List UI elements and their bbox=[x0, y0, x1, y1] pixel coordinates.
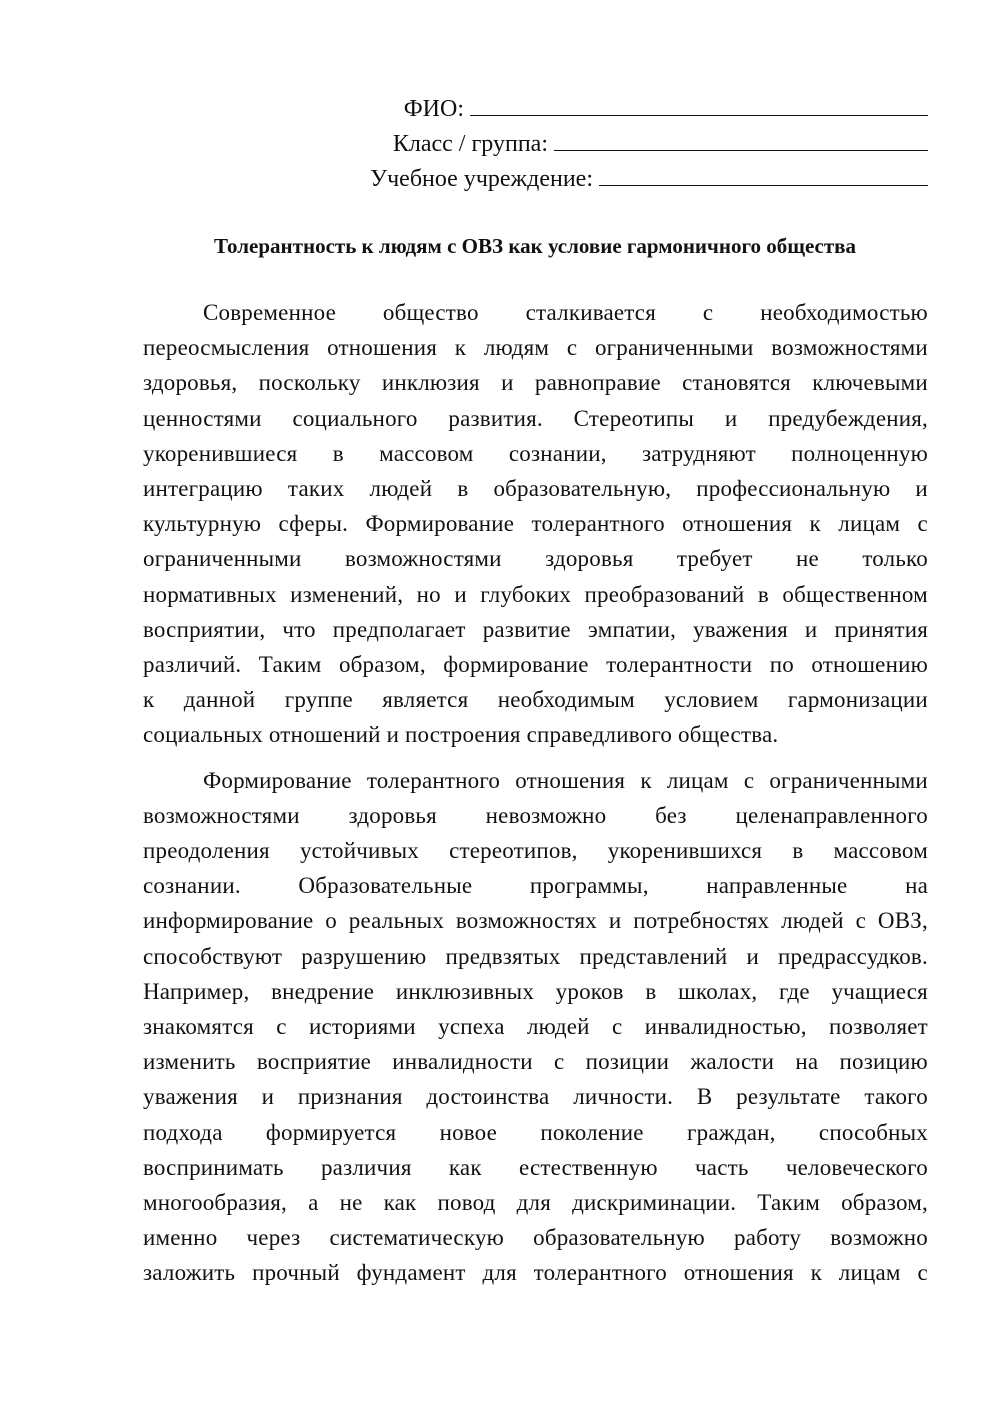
class-label: Класс / группа: bbox=[392, 131, 548, 157]
paragraph-line: нормативных изменений, но и глубоких преобразований в общественном bbox=[143, 581, 928, 607]
header-fields bbox=[328, 92, 928, 197]
fio-label: ФИО: bbox=[403, 96, 464, 122]
paragraph-line: многообразия, а не как повод для дискриминации. Таким образом, bbox=[143, 1190, 928, 1216]
paragraph-line: ограниченными возможностями здоровья требует не только bbox=[143, 546, 928, 572]
school-label: Учебное учреждение: bbox=[370, 166, 593, 192]
document-body bbox=[143, 295, 928, 1291]
paragraph-line: ценностями социального развития. Стереотипы и предубеждения, bbox=[143, 405, 928, 431]
class-blank-line[interactable] bbox=[554, 128, 928, 151]
document-title: Толерантность к людям с ОВЗ как условие гармоничного общества bbox=[213, 234, 857, 258]
paragraph-line: Современное общество сталкивается с необходимостью bbox=[203, 300, 928, 325]
paragraph-line: интеграцию таких людей в образовательную, профессиональную и bbox=[143, 476, 928, 502]
paragraph-line: восприятии, что предполагает развитие эмпатии, уважения и принятия bbox=[143, 616, 928, 642]
paragraph-line: возможностями здоровья невозможно без целенаправленного bbox=[143, 802, 928, 828]
paragraph-line: информирование о реальных возможностях и потребностях людей с ОВЗ, bbox=[143, 908, 928, 934]
school-row bbox=[328, 162, 928, 197]
paragraph-line: укоренившиеся в массовом сознании, затрудняют полноценную bbox=[143, 440, 928, 466]
paragraph-line: культурную сферы. Формирование толерантного отношения к лицам с bbox=[143, 511, 928, 537]
paragraph-line: к данной группе является необходимым условием гармонизации bbox=[143, 687, 928, 713]
class-row bbox=[328, 127, 928, 162]
paragraph-line: Формирование толерантного отношения к лицам с ограниченными bbox=[203, 767, 928, 793]
paragraph-line: переосмысления отношения к людям с ограниченными возможностями bbox=[143, 335, 928, 361]
paragraph-1 bbox=[143, 295, 928, 753]
paragraph-line: различий. Таким образом, формирование толерантности по отношению bbox=[143, 652, 928, 678]
paragraph-line: именно через систематическую образовательную работу возможно bbox=[143, 1225, 928, 1251]
paragraph-line: сознании. Образовательные программы, направленные на bbox=[143, 873, 928, 899]
paragraph-line: заложить прочный фундамент для толерантного отношения к лицам с bbox=[143, 1260, 928, 1286]
paragraph-line: социальных отношений и построения справедливого общества. bbox=[143, 722, 779, 748]
paragraph-line: воспринимать различия как естественную часть человеческого bbox=[143, 1154, 928, 1180]
paragraph-line: способствуют разрушению предвзятых представлений и предрассудков. bbox=[143, 943, 928, 969]
paragraph-line: изменить восприятие инвалидности с позиции жалости на позицию bbox=[143, 1049, 928, 1075]
paragraph-line: уважения и признания достоинства личности. В результате такого bbox=[143, 1084, 928, 1110]
paragraph-2 bbox=[143, 763, 928, 1291]
paragraph-line: подхода формируется новое поколение граждан, способных bbox=[143, 1119, 928, 1145]
paragraph-line: здоровья, поскольку инклюзия и равноправие становятся ключевыми bbox=[143, 370, 928, 396]
fio-blank-line[interactable] bbox=[470, 93, 928, 116]
school-blank-line[interactable] bbox=[599, 163, 928, 186]
fio-row bbox=[328, 92, 928, 127]
paragraph-line: преодоления устойчивых стереотипов, укоренившихся в массовом bbox=[143, 838, 928, 864]
paragraph-line: знакомятся с историями успеха людей с инвалидностью, позволяет bbox=[143, 1014, 928, 1040]
paragraph-line: Например, внедрение инклюзивных уроков в школах, где учащиеся bbox=[143, 978, 928, 1004]
